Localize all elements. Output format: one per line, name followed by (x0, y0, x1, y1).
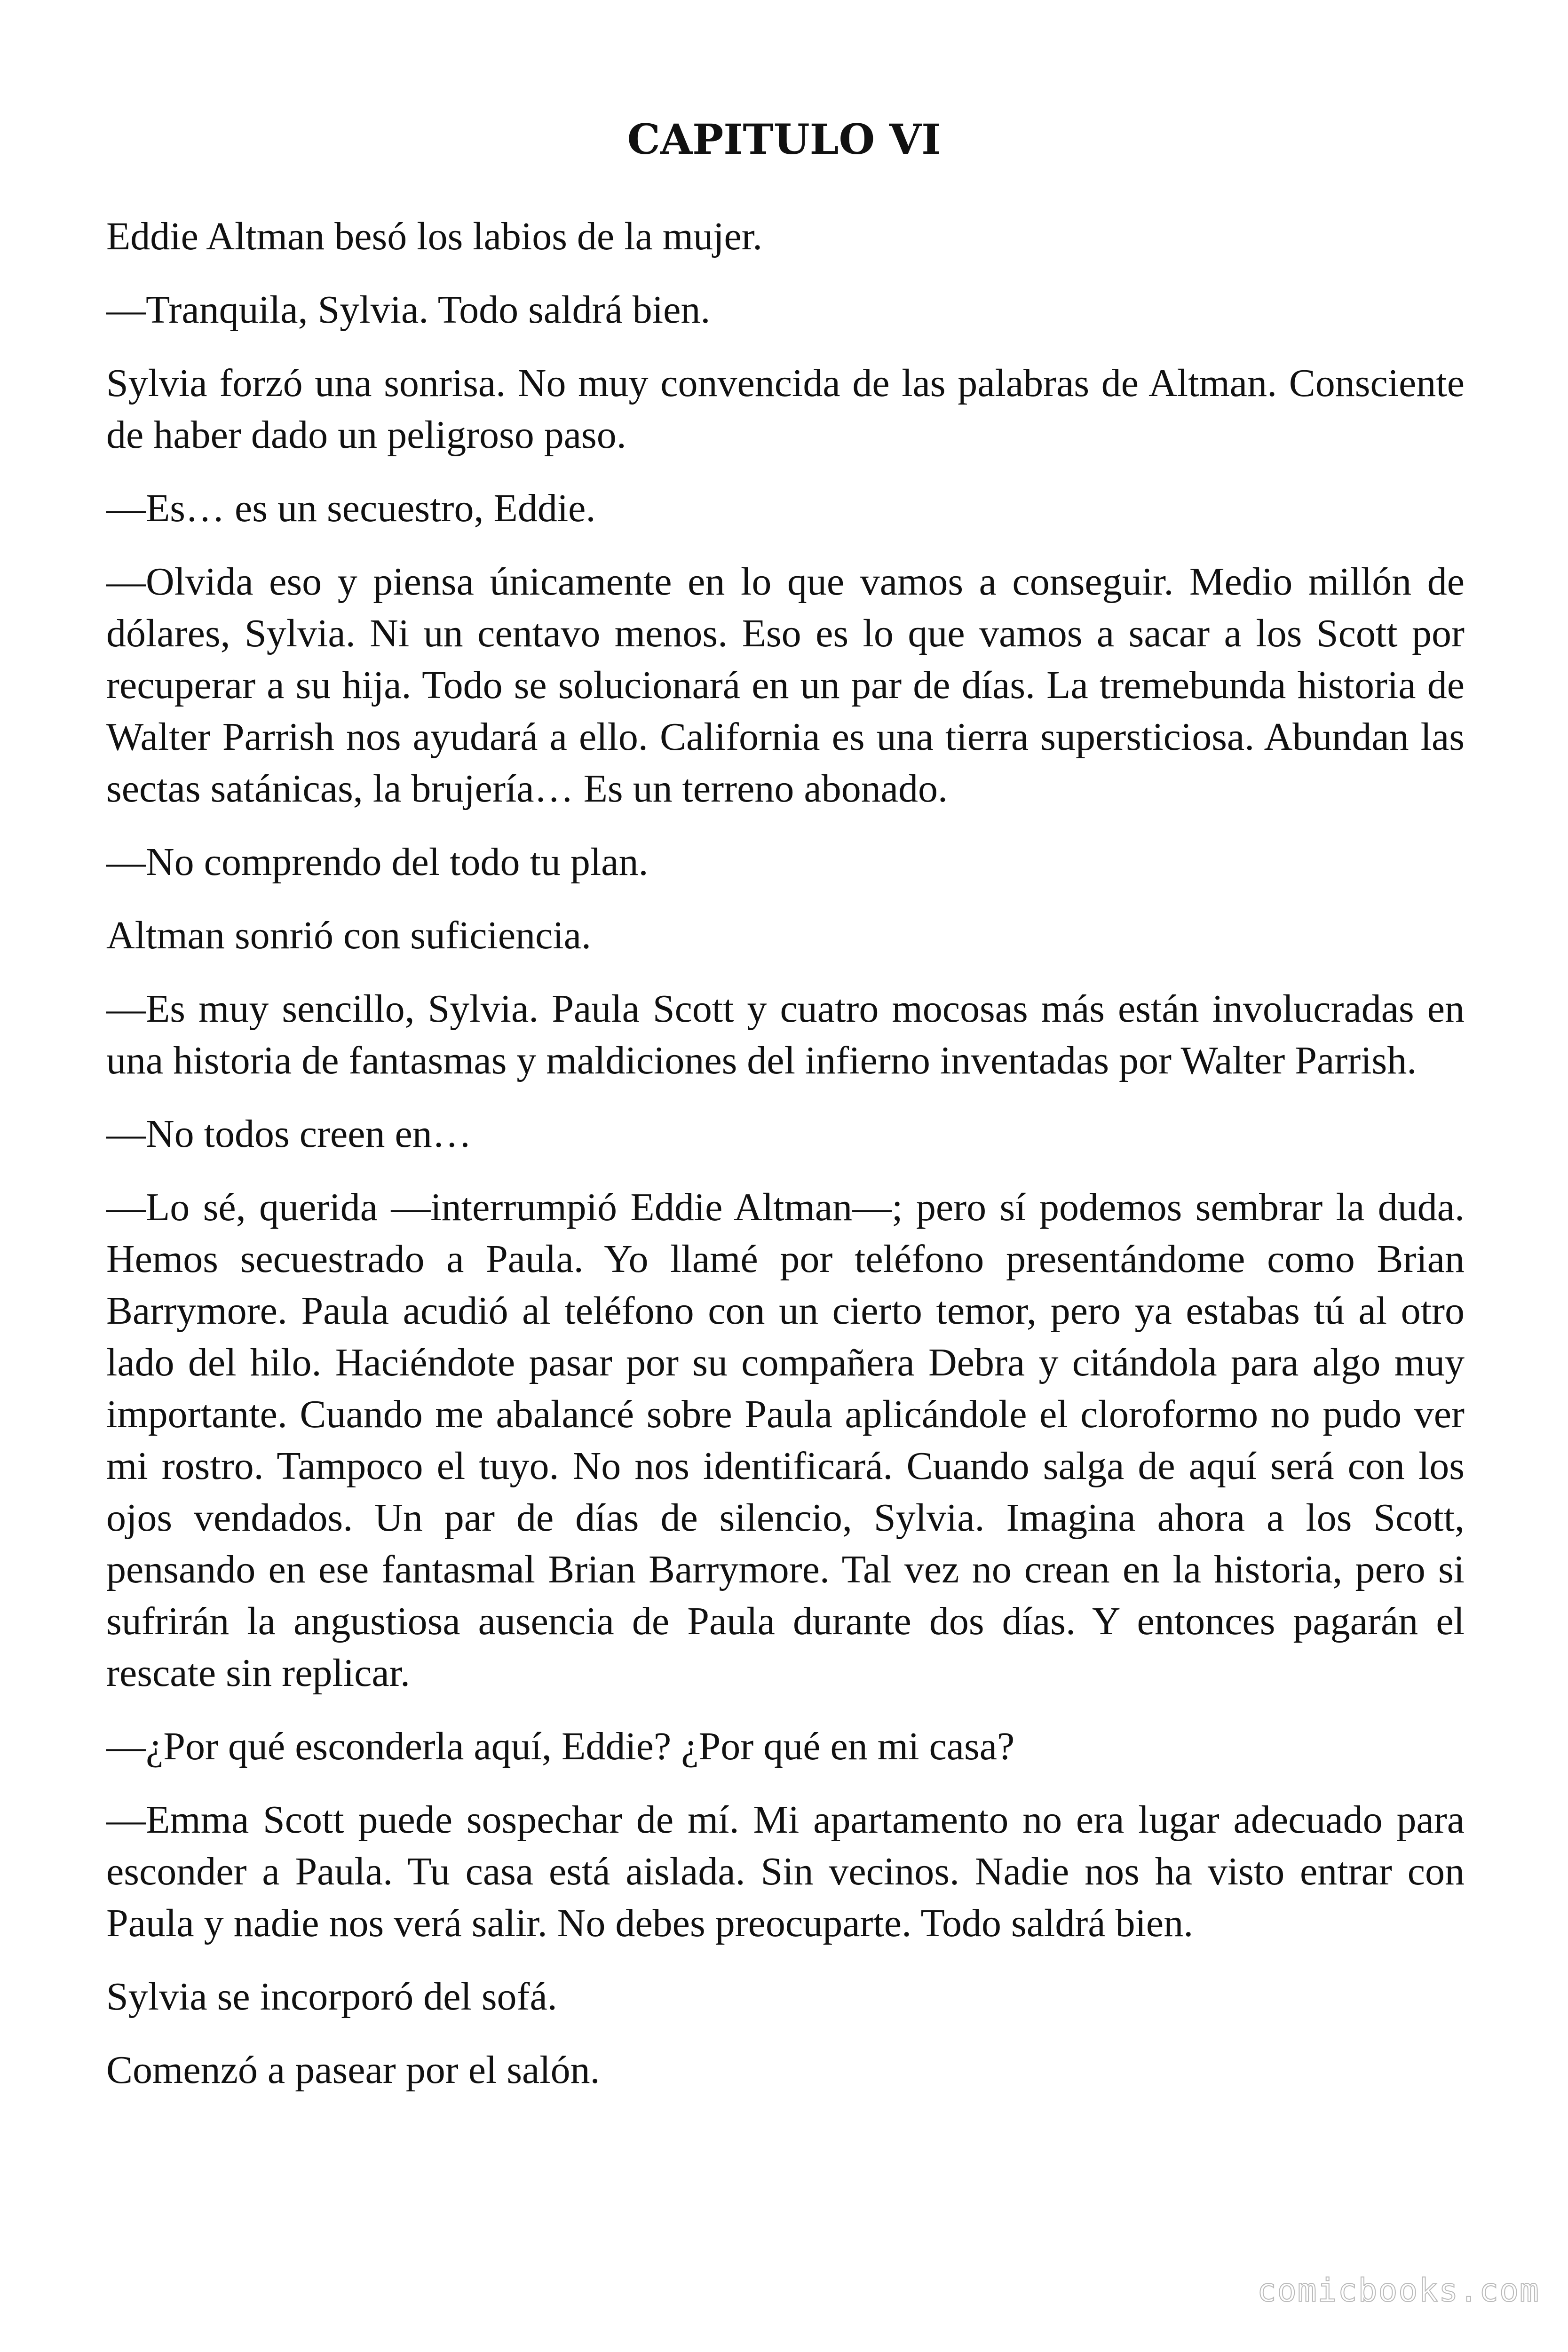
paragraph: —No todos creen en… (106, 1112, 472, 1156)
watermark: comicbooks.com (1257, 2272, 1540, 2309)
paragraph: Altman sonrió con suficiencia. (106, 914, 592, 957)
chapter-body (106, 211, 1465, 2118)
paragraph: —No comprendo del todo tu plan. (106, 840, 649, 884)
paragraph: —Es muy sencillo, Sylvia. Paula Scott y cuatro mocosas más están involucradas en una historia de fantasmas y maldiciones del infierno inventadas por Walter Parrish. (106, 987, 1465, 1082)
paragraph: —Tranquila, Sylvia. Todo saldrá bien. (106, 288, 711, 332)
chapter-title: CAPITULO VI (627, 115, 941, 164)
paragraph: —Olvida eso y piensa únicamente en lo que vamos a conseguir. Medio millón de dólares, Sylvia. Ni un centavo menos. Eso es lo que vamos a sacar a los Scott por recuperar a su hija. Todo se solucionará en un par de días. La tremebunda historia de Walter Parrish nos ayudará a ello. California es una tierra supersticiosa. Abundan las sectas satánicas, la brujería… Es un terreno abonado. (106, 560, 1465, 810)
paragraph: Eddie Altman besó los labios de la mujer. (106, 215, 763, 258)
paragraph: Sylvia forzó una sonrisa. No muy convencida de las palabras de Altman. Consciente de haber dado un peligroso paso. (106, 361, 1465, 457)
paragraph: —Emma Scott puede sospechar de mí. Mi apartamento no era lugar adecuado para esconder a Paula. Tu casa está aislada. Sin vecinos. Nadie nos ha visto entrar con Paula y nadie nos verá salir. No debes preocuparte. Todo saldrá bien. (106, 1798, 1465, 1945)
paragraph: Comenzó a pasear por el salón. (106, 2048, 600, 2092)
paragraph: Sylvia se incorporó del sofá. (106, 1975, 557, 2018)
paragraph: —Lo sé, querida —interrumpió Eddie Altman—; pero sí podemos sembrar la duda. Hemos secuestrado a Paula. Yo llamé por teléfono presentándome como Brian Barrymore. Paula acudió al teléfono con un cierto temor, pero ya estabas tú al otro lado del hilo. Haciéndote pasar por su compañera Debra y citándola para algo muy importante. Cuando me abalancé sobre Paula aplicándole el cloroformo no pudo ver mi rostro. Tampoco el tuyo. No nos identificará. Cuando salga de aquí será con los ojos vendados. Un par de días de silencio, Sylvia. Imagina ahora a los Scott, pensando en ese fantasmal Brian Barrymore. Tal vez no crean en la historia, pero si sufrirán la angustiosa ausencia de Paula durante dos días. Y entonces pagarán el rescate sin replicar. (106, 1185, 1465, 1695)
paragraph: —Es… es un secuestro, Eddie. (106, 486, 596, 530)
paragraph: —¿Por qué esconderla aquí, Eddie? ¿Por qué en mi casa? (106, 1724, 1015, 1768)
